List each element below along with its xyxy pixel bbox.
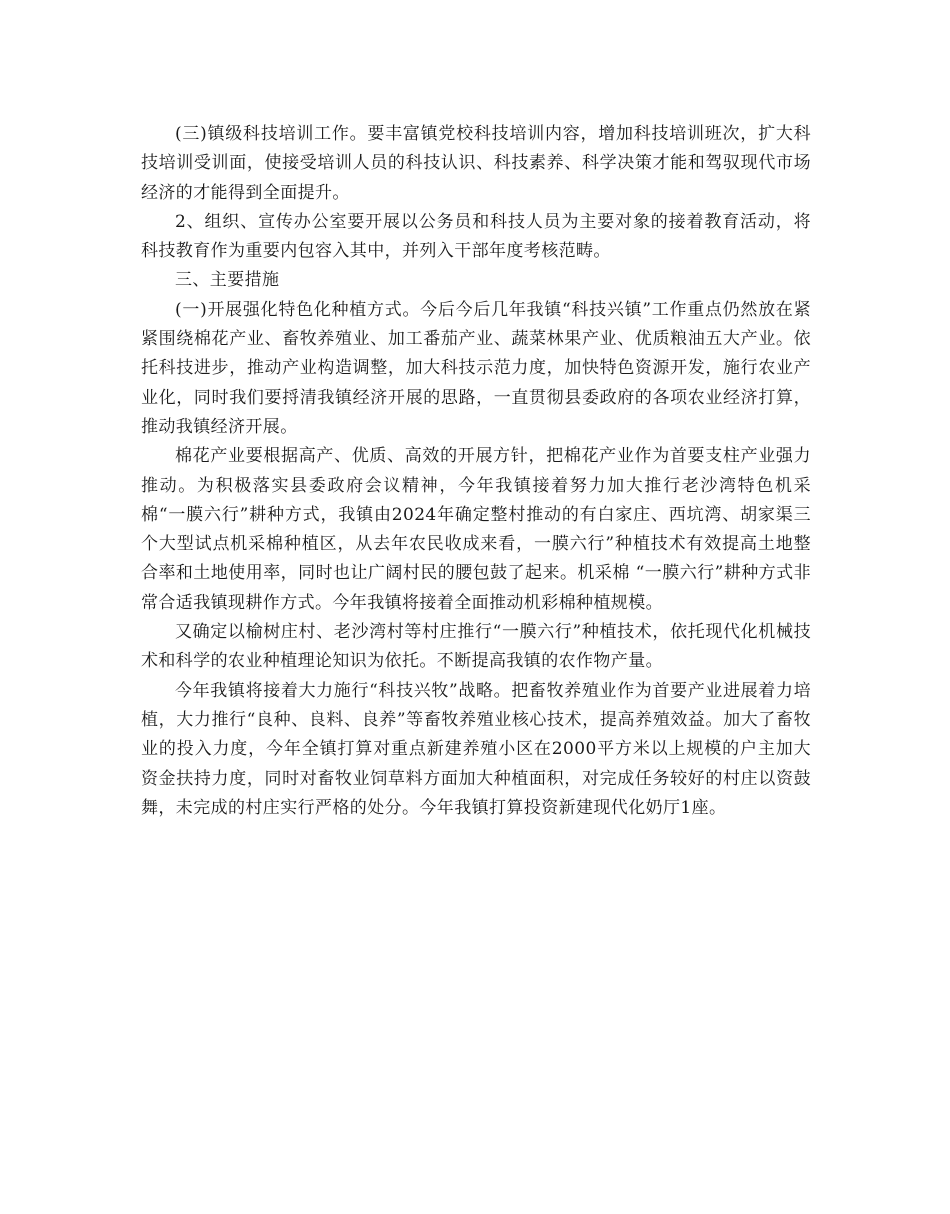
paragraph-cotton-industry: 棉花产业要根据高产、优质、高效的开展方针，把棉花产业作为首要支柱产业强力推动。为积极落实县委政府会议精神，今年我镇接着努力加大推行老沙湾特色机采棉“一膜六行”耕种方式，我镇由2024年确定整村推动的有白家庄、西坑湾、胡家渠三个大型试点机采棉种植区，从去年农民收成来看，一膜六行”种植技术有效提高土地整合率和土地使用率，同时也让广阔村民的腰包鼓了起来。机采棉 “一膜六行”耕种方式非常合适我镇现耕作方式。今年我镇将接着全面推动机彩棉种植规模。 — [141, 446, 811, 613]
paragraph-livestock: 今年我镇将接着大力施行“科技兴牧”战略。把畜牧养殖业作为首要产业进展着力培植，大力推行“良种、良料、良养”等畜牧养殖业核心技术，提高养殖效益。加大了畜牧业的投入力度，今年全镇打算对重点新建养殖小区在2000平方米以上规模的户主加大资金扶持力度，同时对畜牧业饲草料方面加大种植面积，对完成任务较好的村庄以资鼓舞，未完成的村庄实行严格的处分。今年我镇打算投资新建现代化奶厅1座。 — [141, 680, 811, 818]
document-body — [141, 120, 811, 823]
paragraph-continuing-education: 2、组织、宣传办公室要开展以公务员和科技人员为主要对象的接着教育活动，将科技教育作为重要内包容入其中，并列入干部年度考核范畴。 — [141, 211, 811, 262]
section-heading-main-measures: 三、主要措施 — [175, 270, 280, 291]
paragraph-specialty-planting: (一)开展强化特色化种植方式。今后今后几年我镇“科技兴镇”工作重点仍然放在紧紧围绕棉花产业、畜牧养殖业、加工番茄产业、蔬菜林果产业、优质粮油五大产业。依托科技进步，推动产业构造调整，加大科技示范力度，加快特色资源开发，施行农业产业化，同时我们要捋清我镇经济开展的思路，一直贯彻县委政府的各项农业经济打算，推动我镇经济开展。 — [141, 299, 811, 437]
paragraph-villages-technique: 又确定以榆树庄村、老沙湾村等村庄推行“一膜六行”种植技术，依托现代化机械技术和科学的农业种植理论知识为依托。不断提高我镇的农作物产量。 — [141, 622, 811, 672]
paragraph-township-training: (三)镇级科技培训工作。要丰富镇党校科技培训内容，增加科技培训班次，扩大科技培训受训面，使接受培训人员的科技认识、科技素养、科学决策才能和驾驭现代市场经济的才能得到全面提升。 — [141, 124, 811, 203]
